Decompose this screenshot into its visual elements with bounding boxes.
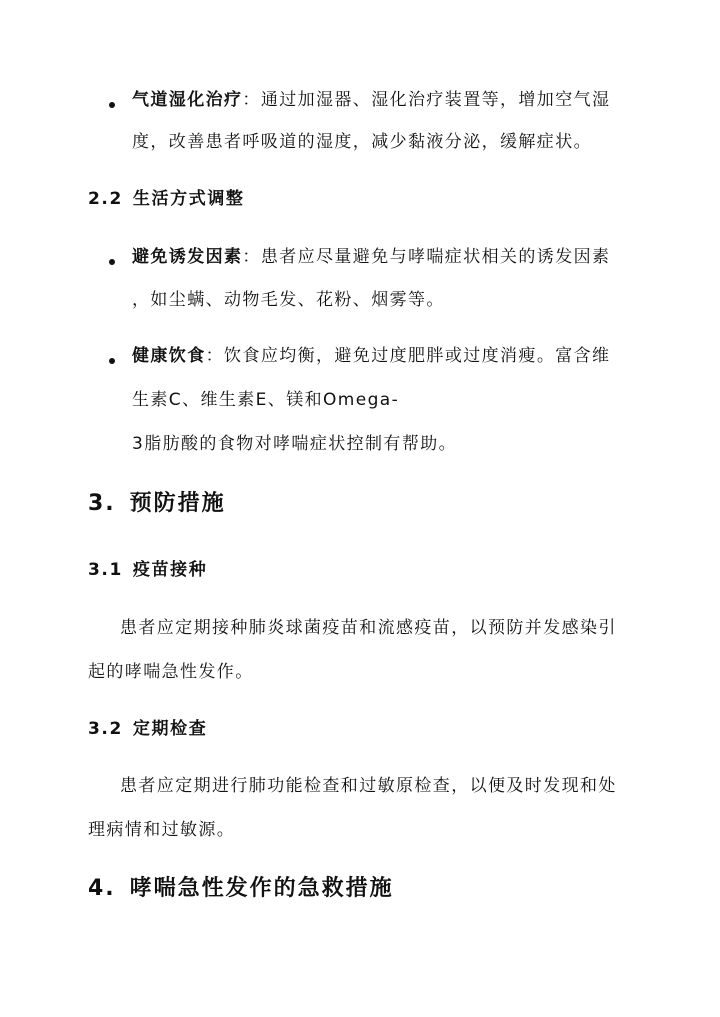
list-item-airway-humidification bbox=[132, 88, 610, 112]
paragraph-line: 理病情和过敏源。 bbox=[88, 820, 236, 840]
list-item-term: 气道湿化治疗 bbox=[132, 90, 243, 110]
list-item-text: 通过加湿器、湿化治疗装置等，增加空气湿 bbox=[260, 90, 611, 110]
list-item-text: 饮食应均衡，避免过度肥胖或过度消瘦。富含维 bbox=[224, 346, 611, 366]
section-number: 3.1 bbox=[88, 560, 123, 580]
list-item-text: 患者应尽量避免与哮喘症状相关的诱发因素 bbox=[260, 247, 611, 267]
section-number: 3. bbox=[88, 491, 116, 516]
section-title: 定期检查 bbox=[132, 719, 208, 739]
section-number: 4. bbox=[88, 876, 116, 901]
section-number: 3.2 bbox=[88, 719, 123, 739]
list-item-text-continued: ，如尘螨、动物毛发、花粉、烟雾等。 bbox=[132, 290, 445, 310]
section-heading-4 bbox=[88, 874, 394, 904]
section-title: 生活方式调整 bbox=[132, 189, 245, 209]
section-heading-3 bbox=[88, 489, 226, 519]
section-number: 2.2 bbox=[88, 189, 123, 209]
section-title: 疫苗接种 bbox=[132, 560, 208, 580]
section-heading-3-2 bbox=[88, 717, 207, 741]
term-separator: ： bbox=[205, 346, 225, 366]
bullet-dot bbox=[109, 102, 115, 108]
bullet-dot bbox=[109, 358, 115, 364]
term-separator: ： bbox=[242, 90, 261, 110]
list-item-text-continued: 度，改善患者呼吸道的湿度，减少黏液分泌，缓解症状。 bbox=[132, 132, 592, 152]
section-heading-3-1 bbox=[88, 558, 207, 582]
term-separator: ： bbox=[242, 247, 261, 267]
list-item-text-continued: 3脂肪酸的食物对哮喘症状控制有帮助。 bbox=[132, 434, 458, 454]
list-item-healthy-diet bbox=[132, 344, 610, 368]
section-heading-2-2 bbox=[88, 187, 245, 211]
list-item-avoid-triggers bbox=[132, 245, 610, 269]
paragraph-line: 患者应定期接种肺炎球菌疫苗和流感疫苗，以预防并发感染引 bbox=[120, 618, 617, 638]
paragraph-line: 起的哮喘急性发作。 bbox=[88, 662, 254, 682]
list-item-text-continued: 生素C、维生素E、镁和Omega- bbox=[132, 390, 400, 410]
list-item-term: 健康饮食 bbox=[132, 346, 206, 366]
bullet-dot bbox=[109, 259, 115, 265]
paragraph-line: 患者应定期进行肺功能检查和过敏原检查，以便及时发现和处 bbox=[120, 776, 617, 796]
section-title: 预防措施 bbox=[129, 491, 226, 516]
list-item-term: 避免诱发因素 bbox=[132, 247, 243, 267]
section-title: 哮喘急性发作的急救措施 bbox=[129, 876, 394, 901]
